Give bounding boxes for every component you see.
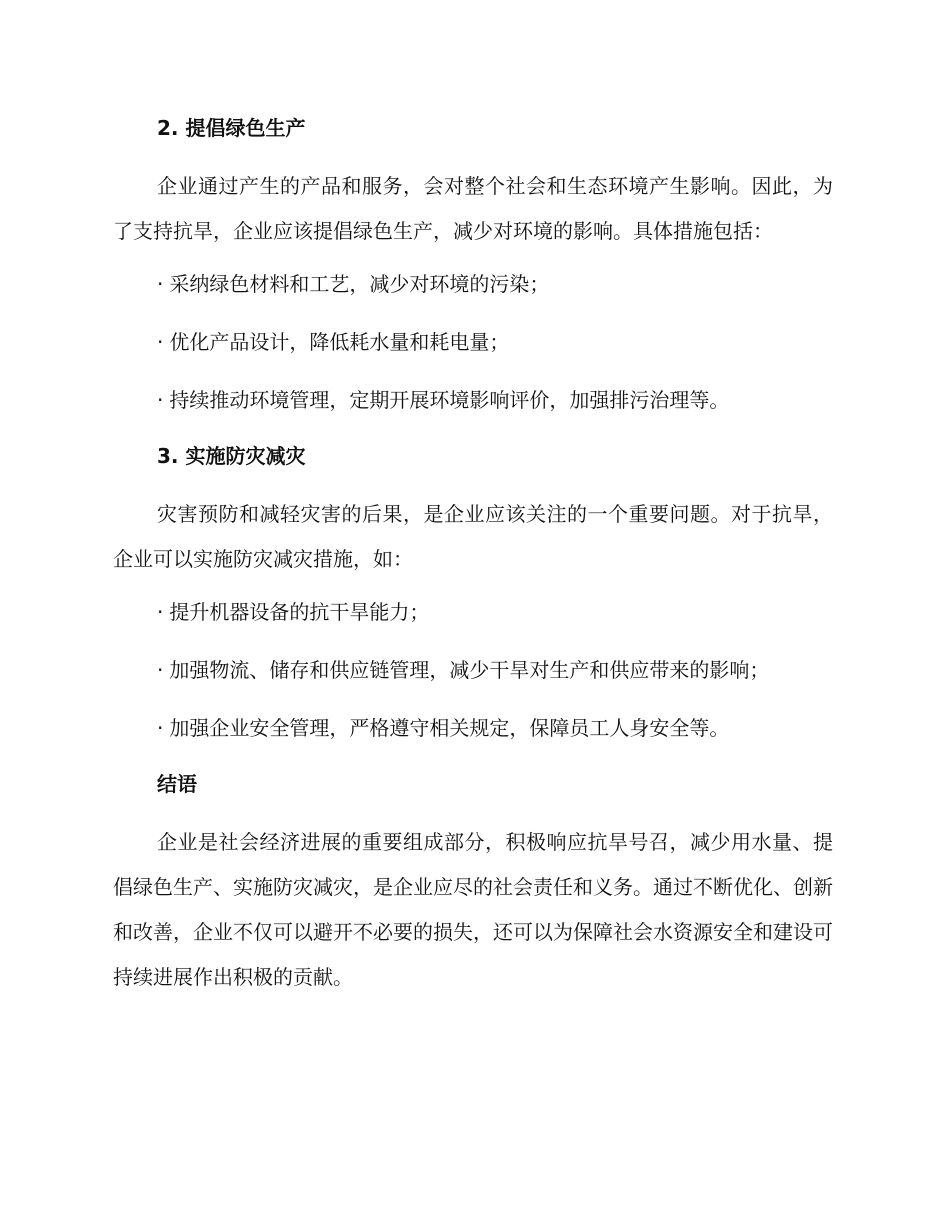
bullet-icon: · xyxy=(157,272,164,296)
section-heading-disaster-prevention: 3. 实施防灾减灾 xyxy=(157,444,306,468)
section-heading-conclusion: 结语 xyxy=(157,772,197,796)
list-item xyxy=(113,592,833,632)
bullet-icon: · xyxy=(157,658,164,682)
bullet-icon: · xyxy=(157,330,164,354)
list-item xyxy=(113,322,833,362)
list-item xyxy=(113,708,833,748)
section-heading-green-production: 2. 提倡绿色生产 xyxy=(157,116,306,140)
list-item xyxy=(113,264,833,304)
section-paragraph-disaster-prevention: 灾害预防和减轻灾害的后果，是企业应该关注的一个重要问题。对于抗旱，企业可以实施防灾减灾措施，如： xyxy=(113,502,833,571)
conclusion-paragraph: 企业是社会经济进展的重要组成部分，积极响应抗旱号召，减少用水量、提倡绿色生产、实施防灾减灾，是企业应尽的社会责任和义务。通过不断优化、创新和改善，企业不仅可以避开不必要的损失，还可以为保障社会水资源安全和建设可持续进展作出积极的贡献。 xyxy=(113,830,833,989)
list-item-text: 优化产品设计，降低耗水量和耗电量； xyxy=(169,330,510,354)
list-item xyxy=(113,380,833,420)
document-body xyxy=(113,108,833,1010)
list-item-text: 采纳绿色材料和工艺，减少对环境的污染； xyxy=(169,272,550,296)
list-item xyxy=(113,650,833,690)
bullet-icon: · xyxy=(157,716,164,740)
bullet-icon: · xyxy=(157,600,164,624)
list-item-text: 提升机器设备的抗干旱能力； xyxy=(169,600,430,624)
list-item-text: 加强企业安全管理，严格遵守相关规定，保障员工人身安全等。 xyxy=(169,716,730,740)
list-item-text: 持续推动环境管理，定期开展环境影响评价，加强排污治理等。 xyxy=(169,388,730,412)
list-item-text: 加强物流、储存和供应链管理，减少干旱对生产和供应带来的影响； xyxy=(169,658,770,682)
bullet-icon: · xyxy=(157,388,164,412)
section-paragraph-green-production: 企业通过产生的产品和服务，会对整个社会和生态环境产生影响。因此，为了支持抗旱，企业应该提倡绿色生产，减少对环境的影响。具体措施包括： xyxy=(113,174,833,243)
